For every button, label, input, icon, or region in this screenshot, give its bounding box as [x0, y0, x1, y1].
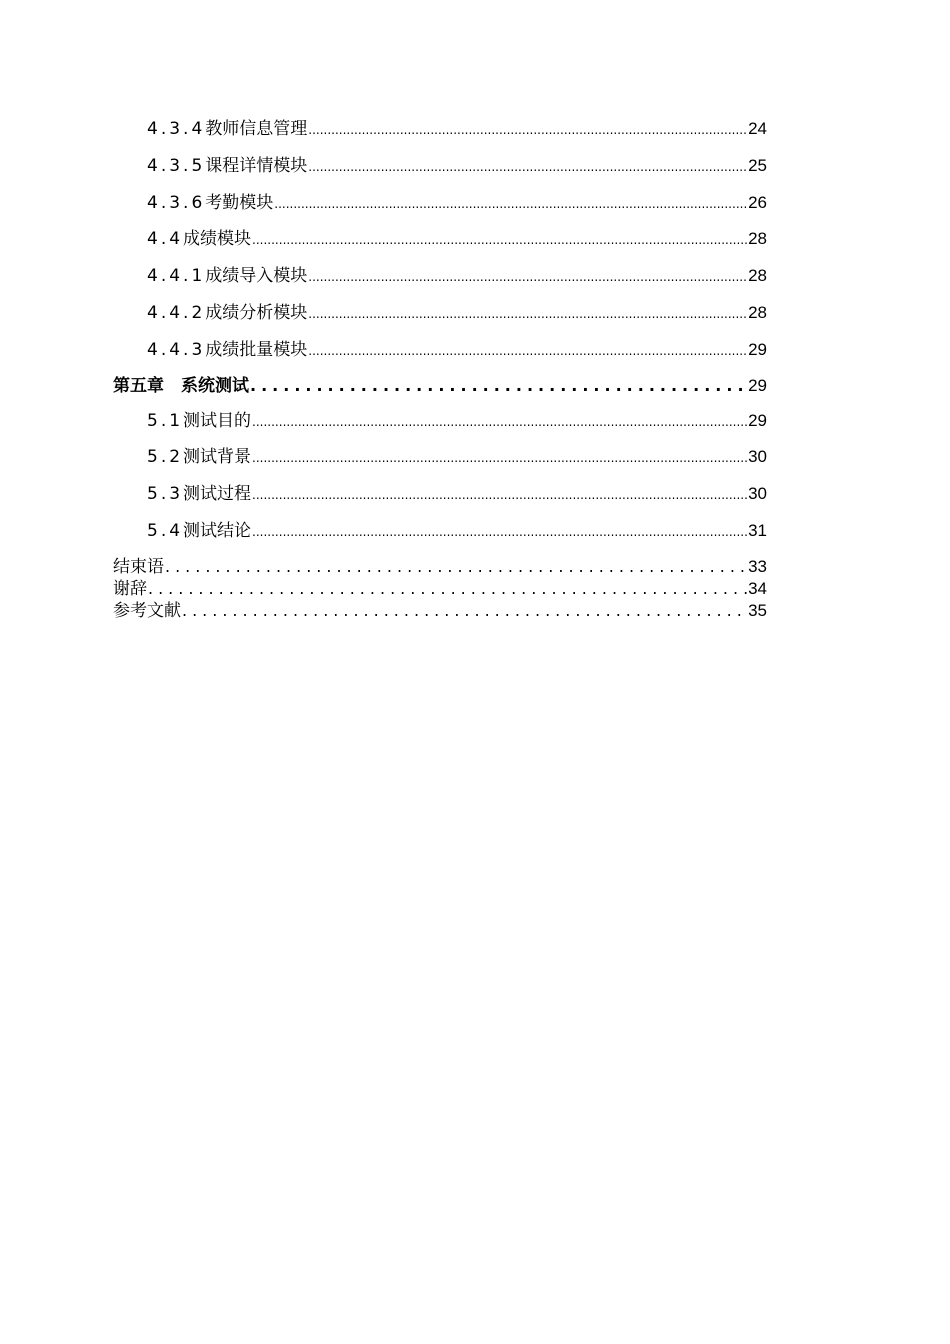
toc-title: 课程详情模块	[205, 156, 308, 176]
toc-chapter-entry[interactable]	[113, 371, 767, 396]
toc-title: 测试目的	[183, 411, 252, 431]
leader-dots	[308, 340, 747, 360]
leader-dots	[252, 447, 747, 467]
toc-number: 5.4	[147, 521, 184, 541]
toc-number: 5.3	[147, 484, 184, 504]
toc-page-number: 30	[748, 447, 767, 466]
leader-dots	[308, 156, 747, 176]
toc-title: 教师信息管理	[205, 119, 308, 139]
toc-entry[interactable]	[147, 261, 767, 286]
toc-title: 测试结论	[183, 521, 252, 541]
leader-dots	[252, 229, 747, 249]
toc-number: 4.4.1	[147, 266, 206, 286]
toc-title: 测试过程	[183, 484, 252, 504]
toc-title: 成绩导入模块	[205, 266, 308, 286]
toc-page-number: 29	[748, 340, 767, 359]
leader-dots	[252, 521, 747, 541]
toc-page-number: 24	[748, 119, 767, 138]
toc-entry[interactable]	[147, 224, 767, 249]
toc-title: 参考文献	[113, 601, 181, 621]
toc-title: 成绩模块	[183, 229, 252, 249]
toc-page-number: 29	[748, 411, 767, 430]
toc-top-entry[interactable]	[113, 596, 767, 621]
toc-title: 成绩分析模块	[205, 303, 308, 323]
toc-page-number: 25	[748, 156, 767, 175]
toc-number: 4.4.2	[147, 303, 206, 323]
leader-dots	[308, 303, 747, 323]
toc-title: 谢辞	[113, 579, 147, 599]
toc-entry[interactable]	[147, 298, 767, 323]
leader-dots	[182, 601, 747, 621]
toc-page-number: 34	[748, 579, 767, 598]
leader-dots	[308, 119, 747, 139]
leader-dots	[252, 484, 747, 504]
toc-page-number: 26	[748, 193, 767, 212]
leader-dots	[252, 411, 747, 431]
toc-entry[interactable]	[147, 479, 767, 504]
toc-entry[interactable]	[147, 335, 767, 360]
toc-title: 第五章 系统测试	[113, 376, 249, 396]
toc-number: 4.3.4	[147, 119, 206, 139]
leader-dots	[308, 266, 747, 286]
toc-number: 4.3.6	[147, 193, 206, 213]
toc-title: 成绩批量模块	[205, 340, 308, 360]
toc-page-number: 28	[748, 266, 767, 285]
toc-number: 5.1	[147, 411, 184, 431]
toc-page-number: 29	[748, 376, 767, 395]
leader-dots	[274, 193, 747, 213]
toc-title: 测试背景	[183, 447, 252, 467]
leader-dots	[250, 376, 747, 396]
toc-page-number: 33	[748, 557, 767, 576]
toc-title: 结束语	[113, 557, 164, 577]
toc-entry[interactable]	[147, 114, 767, 139]
toc-entry[interactable]	[147, 442, 767, 467]
toc-page-number: 28	[748, 303, 767, 322]
toc-number: 4.3.5	[147, 156, 206, 176]
toc-title: 考勤模块	[205, 193, 274, 213]
toc-page-number: 31	[748, 521, 767, 540]
toc-number: 4.4.3	[147, 340, 206, 360]
toc-entry[interactable]	[147, 188, 767, 213]
toc-number: 5.2	[147, 447, 184, 467]
toc-page-number: 35	[748, 601, 767, 620]
toc-page-number: 28	[748, 229, 767, 248]
toc-page-number: 30	[748, 484, 767, 503]
toc-entry[interactable]	[147, 406, 767, 431]
toc-entry[interactable]	[147, 516, 767, 541]
toc-number: 4.4	[147, 229, 184, 249]
toc-entry[interactable]	[147, 151, 767, 176]
